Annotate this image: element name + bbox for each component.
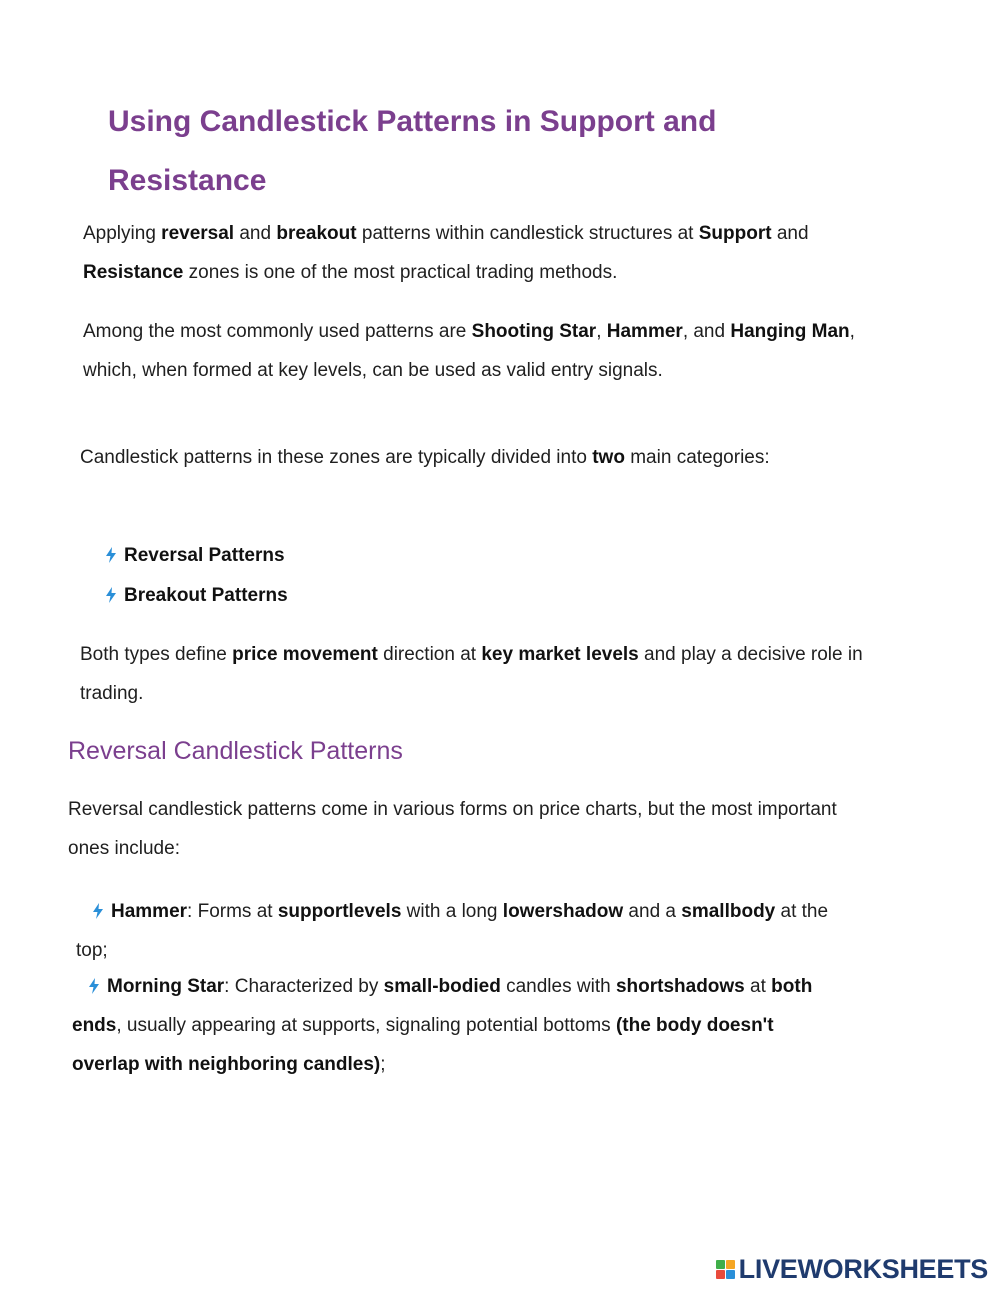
morning-star-item: Morning Star: Characterized by small-bodied candles with shortshadows at both ends, usually appearing at supports, signaling potential bottoms (the body doesn't overlap with neighboring candles); — [72, 976, 813, 1075]
lightning-bolt-icon — [105, 547, 117, 563]
logo-text: LIVEWORKSHEETS — [738, 1253, 988, 1284]
lightning-bolt-icon — [105, 587, 117, 603]
bullet-item-reversal: Reversal Patterns — [105, 543, 285, 569]
common-patterns-paragraph: Among the most commonly used patterns are Shooting Star, Hammer, and Hanging Man, which, when formed at key levels, can be used as valid entry signals. — [83, 321, 855, 381]
categories-paragraph: Candlestick patterns in these zones are typically divided into two main categories: — [80, 447, 770, 468]
intro-paragraph: Applying reversal and breakout patterns within candlestick structures at Support and Resistance zones is one of the most practical trading methods. — [83, 223, 809, 283]
section-heading: Reversal Candlestick Patterns — [68, 737, 403, 765]
logo-mark-icon — [716, 1260, 735, 1279]
hammer-item: Hammer: Forms at supportlevels with a long lowershadow and a smallbody at the top; — [76, 901, 829, 961]
lightning-bolt-icon — [92, 903, 104, 919]
page-title: Using Candlestick Patterns in Support and Resistance — [108, 105, 717, 197]
reversal-intro-paragraph: Reversal candlestick patterns come in various forms on price charts, but the most important ones include: — [68, 799, 837, 859]
lightning-bolt-icon — [88, 978, 100, 994]
liveworksheets-logo — [716, 1252, 988, 1286]
both-types-paragraph: Both types define price movement direction at key market levels and play a decisive role in trading. — [80, 644, 863, 704]
bullet-item-breakout: Breakout Patterns — [105, 583, 288, 609]
